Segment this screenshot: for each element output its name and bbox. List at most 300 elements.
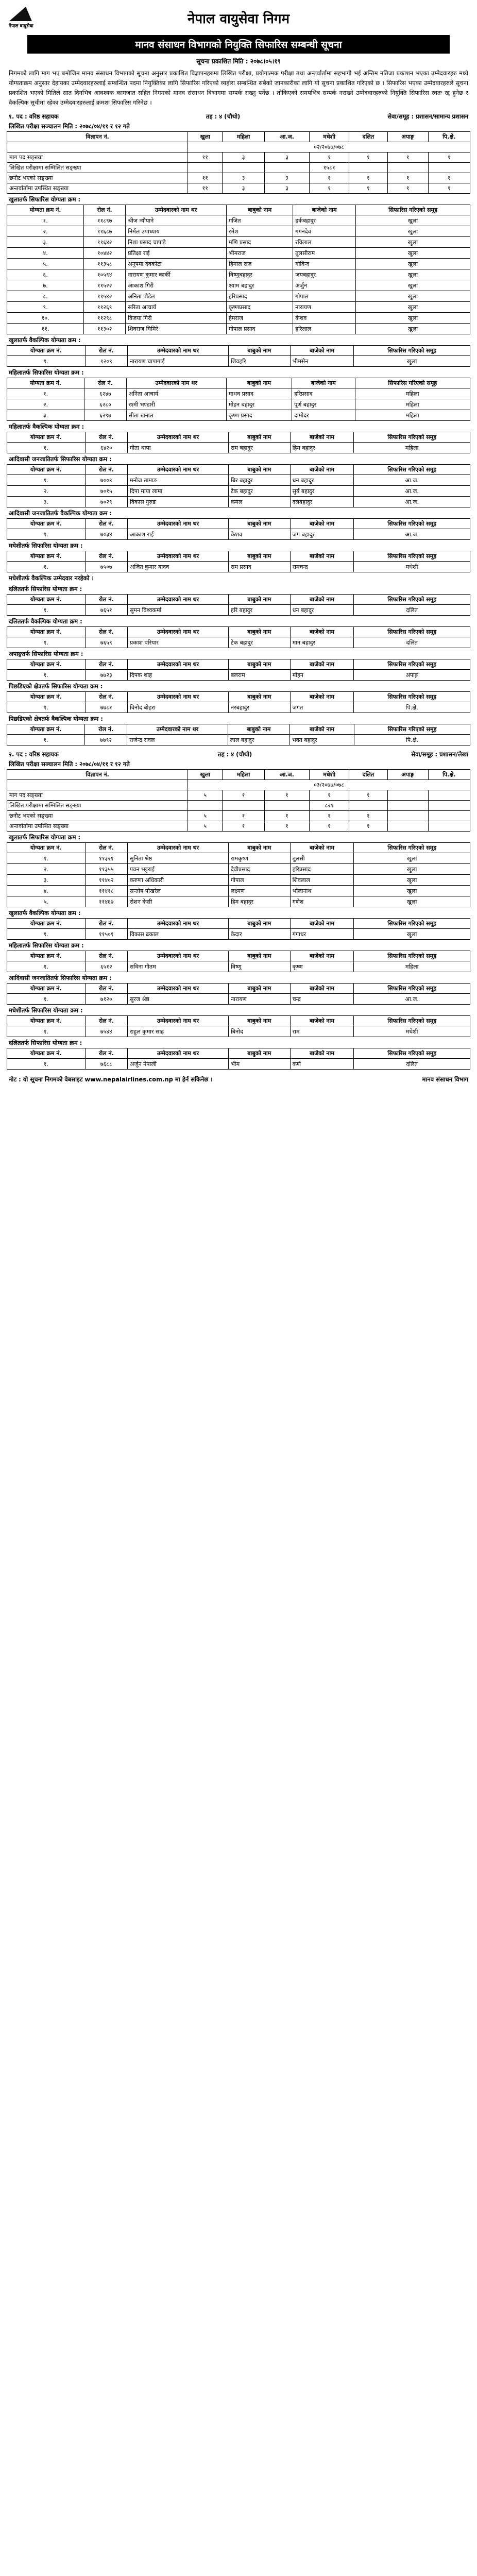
table-cell: पि.क्षे. [354,702,470,713]
seat-ad-label [7,780,188,790]
list-col-header: बाजेको नाम [290,627,354,637]
table-cell: श्रीज न्यौपाने [126,215,227,226]
list-col-header: बाजेको नाम [290,659,354,670]
table-cell: ७५०७ [85,562,127,572]
list-col-header: बाजेको नाम [290,1048,354,1059]
ad-line [7,750,470,759]
list-col-header: रोल नं. [85,724,127,735]
list-header-row [7,432,470,443]
table-row [7,961,470,972]
table-cell: दलित [354,637,470,648]
table-row [7,497,470,507]
list-title: मधेशीतर्फ वैकल्पिक उम्मेदवार नरहेको । [9,574,94,582]
table-cell: पि.क्षे. [354,735,470,745]
list-title: आदिवासी जनजातितर्फ सिफारिस योग्यता क्रम : [9,974,112,981]
recommendation-table [7,691,470,713]
table-cell: १. [7,475,86,486]
list-col-header: सिफारिस गरिएको समूह [354,519,470,529]
table-cell: मधेशी [354,562,470,572]
table-cell: ६५१२ [85,961,127,972]
table-cell: केदार [228,929,290,940]
list-col-header: बाजेको नाम [290,951,354,961]
table-cell: २. [7,399,84,410]
table-row [7,994,470,1005]
table-cell: विकास ढकाल [128,929,229,940]
list-col-header: रोल नं. [85,1048,127,1059]
table-cell: राहुल कुमार साह [128,1026,229,1037]
table-cell: खुला [354,886,470,896]
table-cell: जगत [290,702,354,713]
intro-paragraph: निगमको लागि माग भए बमोजिम मानव संसाधन विभागको सूचना अनुसार प्रकाशित विज्ञापनहरुमा लिखित परीक्षा, प्रयोगात्मक परीक्षा तथा अन्तर्वार्तामा सहभागी भई अन्तिम नतिजा प्रकाशन भएका उम्मेदवारहरु मध्ये योग्यताक्रम अनुसार देहायका उम्मेदवारहरुलाई सम्बन्धित पदमा नियुक्तिका लागि सिफारिस गरिएको व्यहोरा सम्बन्धित सबैको जानकारीका लागि यो सूचना प्रकाशित गरिएको छ । सिफारिस भएका उम्मेदवारहरुले सूचना प्रकाशित भएको मितिले सात दिनभित्र आवश्यक कागजात सहित निगमको मानव संसाधन विभागमा सम्पर्क राख्नु पर्नेछ । तोकिएको समयभित्र सम्पर्क नराख्ने उम्मेदवारहरुको नियुक्ति सिफारिस स्वतः रद्द हुनेछ र वैकल्पिक सूचीमा रहेका उम्मेदवारहरुलाई क्रमशः सिफारिस गरिनेछ । [9,70,468,106]
table-row [7,237,470,248]
seat-col-header: खुला [188,770,223,780]
list-header-row [7,951,470,961]
recommendation-table [7,842,470,907]
table-cell: हिम बहादुर [290,443,354,453]
table-cell: शिवहरि [228,356,290,367]
table-cell: गोपाल [293,291,356,302]
table-cell: टेक बहादुर [228,637,290,648]
table-cell: गजित [227,215,293,226]
table-cell: भीमराज [227,248,293,259]
table-cell: १. [7,994,86,1005]
table-row [7,302,470,313]
table-row [7,562,470,572]
table-cell: अर्जुन [293,280,356,291]
table-cell: श्याम बहादुर [227,280,293,291]
section2 [7,750,470,1070]
seat-col-header: विज्ञापन नं. [7,770,188,780]
table-cell: खुला [354,356,470,367]
list-col-header: उम्मेदवारको नाम थर [128,595,229,605]
table-cell: कमल [228,497,290,507]
table-cell: खुला [354,875,470,886]
table-cell: नारायण कुमार कार्की [126,269,227,280]
seat-cell: १ [387,183,428,194]
list-title: अपाङ्गतर्फ सिफारिस योग्यता क्रम : [9,650,83,657]
list-col-header: बाजेको नाम [290,919,354,929]
table-cell: ११४१८ [85,886,127,896]
seat-row [7,790,470,801]
list-col-header: सिफारिस गरिएको समूह [354,465,470,475]
table-row [7,486,470,497]
table-cell: सुमन विश्वकर्मा [128,605,229,616]
table-row [7,1026,470,1037]
table-cell: शिवलाल [290,875,354,886]
table-cell: ६४२० [85,443,127,453]
table-cell: गीता थापा [128,443,229,453]
logo-text: नेपाल वायुसेवा [9,24,33,29]
sections [7,112,470,1070]
seat-cell [428,801,470,811]
list-col-header: उम्मेदवारको नाम थर [128,659,229,670]
list-col-header: उम्मेदवारको नाम थर [128,692,229,702]
list-title: महिलातर्फ सिफारिस योग्यता क्रम : [9,369,84,376]
table-cell: १. [7,1026,86,1037]
footer [7,1076,470,1083]
list-header-row [7,692,470,702]
list-col-header: सिफारिस गरिएको समूह [354,659,470,670]
list-col-header: सिफारिस गरिएको समूह [354,919,470,929]
list-col-header: बाजेको नाम [290,724,354,735]
seat-cell: १ [309,152,349,163]
table-cell: राम प्रसाद [228,562,290,572]
recommendation-table [7,345,470,367]
seat-cell [387,811,428,821]
seat-row [7,152,470,163]
list-col-header: उम्मेदवारको नाम थर [128,919,229,929]
seat-cell [223,163,265,173]
list-col-header: सिफारिस गरिएको समूह [354,551,470,562]
seat-cell [387,790,428,801]
seat-cell: १ [265,811,310,821]
table-cell: दलित [354,605,470,616]
table-cell: १. [7,853,86,864]
list-col-header: बाबुको नाम [226,378,292,388]
table-cell: ११३५८ [84,259,126,269]
list-col-header: सिफारिस गरिएको समूह [354,951,470,961]
table-cell: खुला [354,853,470,864]
table-row [7,896,470,907]
seat-row-label: अन्तर्वार्तामा उपस्थित सङ्ख्या [7,821,188,832]
list-col-header: बाबुको नाम [228,1016,290,1026]
list-col-header: बाजेको नाम [292,378,355,388]
list-col-header: रोल नं. [85,519,127,529]
table-cell: १. [7,605,86,616]
list-header-row [7,659,470,670]
table-cell: भीमसेन [290,356,354,367]
table-row [7,605,470,616]
list-col-header: सिफारिस गरिएको समूह [354,1048,470,1059]
list-col-header: रोल नं. [85,951,127,961]
list-title: खुलातर्फ सिफारिस योग्यता क्रम : [9,834,81,841]
table-cell: तुलसीराम [293,248,356,259]
table-cell: भीम [228,1059,290,1070]
seat-header-row [7,132,470,142]
list-col-header: उम्मेदवारको नाम थर [126,378,226,388]
list-col-header: उम्मेदवारको नाम थर [128,519,229,529]
table-row [7,399,470,410]
table-cell: लाल बहादुर [228,735,289,745]
table-cell: खुला [356,324,470,334]
table-cell: खुला [356,248,470,259]
seat-col-header: आ.ज. [265,132,310,142]
list-col-header: रोल नं. [85,919,127,929]
seat-col-header: पि.क्षे. [428,132,470,142]
table-cell: १. [7,735,85,745]
seat-cell [428,811,470,821]
nac-logo [7,5,52,31]
seat-cell [428,821,470,832]
table-cell: खुला [356,215,470,226]
table-cell: अनिता पौडेल [126,291,227,302]
table-cell: नारायण [293,302,356,313]
list-col-header: सिफारिस गरिएको समूह [354,627,470,637]
list-col-header: योग्यता क्रम नं. [7,843,86,853]
list-col-header: योग्यता क्रम नं. [7,724,85,735]
seat-cell: १ [223,790,265,801]
seat-col-header: महिला [223,132,265,142]
table-cell: सीता खनाल [126,410,226,421]
seat-cell: ११ [188,152,223,163]
table-row [7,702,470,713]
table-cell: सविना गौतम [128,961,229,972]
table-row [7,269,470,280]
recommendation-table [7,205,470,334]
table-cell: १०४४२ [84,248,126,259]
table-cell: खुला [356,259,470,269]
notice-page [7,0,470,1083]
list-col-header: रोल नं. [85,692,127,702]
table-cell: ३. [7,410,84,421]
seat-cell: ५ [188,811,223,821]
seat-col-header: महिला [223,770,265,780]
table-cell: खुला [356,302,470,313]
seat-cell: ५ [188,821,223,832]
table-cell: अपाङ्ग [354,670,470,681]
header [7,0,470,34]
seat-col-header: अपाङ्ग [387,132,428,142]
seat-row [7,821,470,832]
list-col-header: उम्मेदवारको नाम थर [128,951,229,961]
table-cell: ७०१५ [85,486,127,497]
table-cell: १. [7,215,84,226]
table-cell: पूर्ण बहादुर [292,399,355,410]
seat-cell [387,163,428,173]
seat-header-row [7,770,470,780]
seat-cell: १ [223,821,265,832]
table-cell: हरिप्रसाद [227,291,293,302]
table-cell: भोलानाथ [290,886,354,896]
seat-cell: ३ [223,173,265,183]
table-cell: महिला [354,443,470,453]
seat-cell: १ [349,821,387,832]
section1 [7,112,470,745]
list-col-header: बाबुको नाम [228,432,290,443]
list-header-row [7,919,470,929]
table-cell: गणेश [290,896,354,907]
table-cell: विजया गिरी [126,313,227,324]
table-row [7,864,470,875]
footer-signature: मानव संसाधन विभाग [422,1076,468,1083]
recommendation-table [7,594,470,616]
list-col-header: बाजेको नाम [293,205,356,215]
seat-cell: १५८१ [309,163,349,173]
seat-cell: १ [428,152,470,163]
table-cell: ११. [7,324,84,334]
table-cell: सुरज श्रेष्ठ [128,994,229,1005]
table-cell: हरिलाल [293,324,356,334]
list-col-header: उम्मेदवारको नाम थर [127,724,228,735]
table-cell: आ.ज. [354,486,470,497]
table-cell: भक्त बहादुर [290,735,354,745]
recommendation-table [7,1048,470,1070]
list-col-header: उम्मेदवारको नाम थर [128,432,229,443]
list-col-header: बाबुको नाम [228,724,289,735]
table-cell: १०५९४ [84,269,126,280]
table-cell: रामचन्द्र [290,562,354,572]
list-col-header: रोल नं. [84,378,127,388]
seat-cell: १ [349,173,387,183]
seat-col-header: विज्ञापन नं. [7,132,188,142]
seat-ad-label [7,142,188,152]
list-col-header: सिफारिस गरिएको समूह [354,724,470,735]
table-cell: विकास गुरुङ [128,497,229,507]
seat-table [7,131,470,194]
bird-icon [9,7,37,21]
list-col-header: रोल नं. [85,659,127,670]
table-row [7,259,470,269]
list-col-header: बाबुको नाम [228,919,290,929]
list-header-row [7,346,470,356]
seat-cell [188,163,223,173]
table-row [7,853,470,864]
table-cell: १. [7,929,86,940]
table-cell: महिला [355,410,470,421]
table-cell: ७६५१ [85,605,127,616]
list-header-row [7,465,470,475]
table-row [7,388,470,399]
table-cell: गगनदेव [293,226,356,237]
seat-cell: ११ [188,173,223,183]
seat-ad-row [7,142,470,152]
table-cell: ११५२२ [84,280,126,291]
recommendation-table [7,378,470,421]
list-col-header: बाबुको नाम [228,692,290,702]
table-cell: जयबहादुर [293,269,356,280]
table-cell: बिनोद [228,1026,290,1037]
list-col-header: बाजेको नाम [290,432,354,443]
list-title: महिलातर्फ वैकल्पिक योग्यता क्रम : [9,423,84,430]
table-row [7,637,470,648]
list-col-header: योग्यता क्रम नं. [7,378,84,388]
table-cell: १. [7,961,86,972]
table-cell: १. [7,637,86,648]
table-cell: हर्कबहादुर [293,215,356,226]
list-col-header: उम्मेदवारको नाम थर [128,1016,229,1026]
table-cell: ६. [7,269,84,280]
table-cell: ४. [7,248,84,259]
table-row [7,475,470,486]
seat-cell: ३ [223,183,265,194]
table-cell: २. [7,226,84,237]
seat-row-label: लिखित परीक्षामा सम्मिलित सङ्ख्या [7,163,188,173]
table-cell: आ.ज. [354,529,470,540]
list-col-header: बाबुको नाम [228,465,290,475]
seat-row-label: माग पद सङ्ख्या [7,152,188,163]
seat-cell [428,163,470,173]
table-cell: ५. [7,259,84,269]
table-row [7,280,470,291]
table-cell: महिला [354,961,470,972]
table-cell: महिला [355,388,470,399]
table-cell: १२०९ [85,356,127,367]
list-col-header: बाबुको नाम [228,595,290,605]
seat-cell: १ [309,821,349,832]
list-col-header: बाबुको नाम [228,346,290,356]
seat-ad-number: ०२/२०७७/०७८ [188,142,470,152]
table-row [7,226,470,237]
table-cell: रमेश [227,226,293,237]
table-cell: हरिप्रसाद [292,388,355,399]
table-cell: विष्णु [228,961,290,972]
table-cell: ११२६९ [84,302,126,313]
table-cell: राम [290,1026,354,1037]
table-cell: शिवराज घिमिरे [126,324,227,334]
table-cell: आकाश गिरी [126,280,227,291]
org-name: नेपाल वायुसेवा निगम [187,11,290,27]
list-col-header: योग्यता क्रम नं. [7,519,86,529]
table-cell: निशा प्रसाद चापाडे [126,237,227,248]
list-col-header: रोल नं. [85,843,127,853]
table-cell: कृष्णप्रसाद [227,302,293,313]
table-cell: आ.ज. [354,994,470,1005]
list-col-header: रोल नं. [85,432,127,443]
table-cell: देवीप्रसाद [228,864,290,875]
list-col-header: योग्यता क्रम नं. [7,595,86,605]
list-title: आदिवासी जनजातितर्फ वैकल्पिक योग्यता क्रम : [9,510,112,517]
recommendation-table [7,724,470,745]
table-cell: अनिता आचार्य [126,388,226,399]
list-header-row [7,984,470,994]
seat-table [7,769,470,832]
list-col-header: रोल नं. [85,551,127,562]
list-col-header: बाजेको नाम [290,595,354,605]
seat-row-label: लिखित परीक्षामा सम्मिलित सङ्ख्या [7,801,188,811]
seat-row-label: अन्तर्वार्तामा उपस्थित सङ्ख्या [7,183,188,194]
seat-cell: १ [349,152,387,163]
seat-cell: १ [428,183,470,194]
list-col-header: उम्मेदवारको नाम थर [126,205,227,215]
table-cell: मोहन [290,670,354,681]
table-row [7,1059,470,1070]
table-cell: ११३५५ [85,864,127,875]
table-cell: रोशन केसी [128,896,229,907]
list-title: खुलातर्फ वैकल्पिक योग्यता क्रम : [9,336,81,344]
seat-cell: ३ [265,173,310,183]
recommendation-table [7,951,470,972]
list-col-header: योग्यता क्रम नं. [7,551,86,562]
table-cell: ७७२३ [85,670,127,681]
table-cell: चन्द्र [290,994,354,1005]
table-cell: सरिता आचार्य [126,302,227,313]
seat-row [7,183,470,194]
table-row [7,443,470,453]
table-cell: ३. [7,497,86,507]
seat-cell: १ [265,790,310,801]
list-col-header: बाजेको नाम [290,984,354,994]
list-col-header: रोल नं. [85,984,127,994]
table-cell: ७०२९ [85,497,127,507]
seat-col-header: मधेशी [309,770,349,780]
table-cell: करुणा अधिकारी [128,875,229,886]
table-cell: ७१२० [85,994,127,1005]
list-col-header: बाबुको नाम [228,659,290,670]
table-cell: आकाश राई [128,529,229,540]
recommendation-table [7,918,470,940]
table-row [7,356,470,367]
table-row [7,410,470,421]
ad-line [7,112,470,122]
table-cell: ११२९८ [84,313,126,324]
table-cell: नरबहादुर [228,702,290,713]
seat-cell [223,801,265,811]
table-cell: २. [7,864,86,875]
table-cell: खुला [356,291,470,302]
table-cell: १. [7,1059,86,1070]
recommendation-table [7,551,470,572]
list-col-header: बाबुको नाम [228,843,290,853]
